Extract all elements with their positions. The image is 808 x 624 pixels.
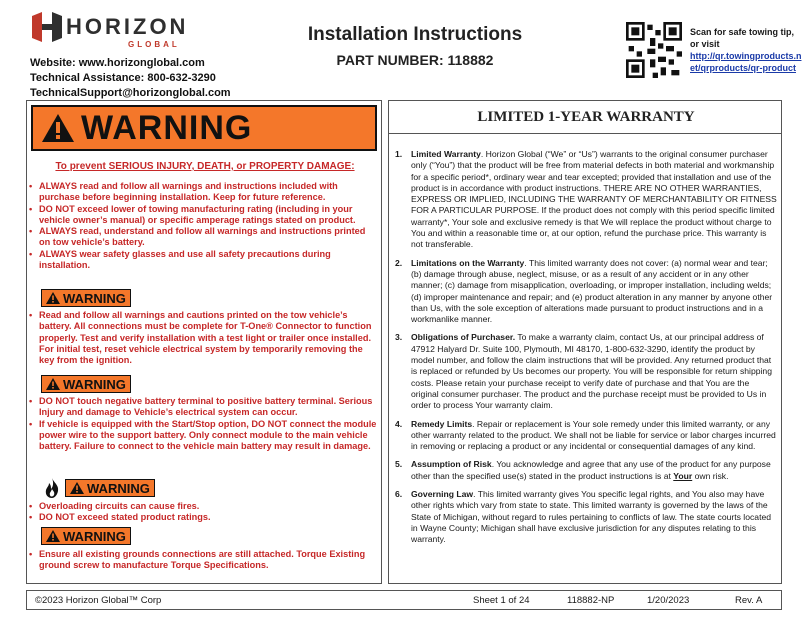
section-number: 4. xyxy=(395,418,403,429)
footer-doc-id: 118882-NP xyxy=(567,595,615,606)
warranty-divider xyxy=(389,133,781,134)
title-block xyxy=(270,24,560,68)
warranty-sections xyxy=(391,149,779,553)
warning-list-1 xyxy=(27,181,383,271)
qr-link[interactable]: http://qr.towingproducts.net/qrproducts/qr-product xyxy=(690,51,802,73)
qr-code-icon[interactable] xyxy=(626,22,682,78)
brand-sub: GLOBAL xyxy=(128,40,180,49)
section-number: 6. xyxy=(395,489,403,500)
warning-badge xyxy=(41,375,131,393)
warning-item: • DO NOT exceed stated product ratings. xyxy=(27,512,383,523)
section-tail: own risk. xyxy=(692,470,729,481)
section-heading: Limited Warranty xyxy=(411,149,481,159)
warning-banner-text: WARNING xyxy=(81,108,253,147)
warranty-title: LIMITED 1-YEAR WARRANTY xyxy=(477,109,695,125)
part-number: PART NUMBER: 118882 xyxy=(336,52,494,68)
website: Website: www.horizonglobal.com xyxy=(30,57,205,69)
warning-item: • ALWAYS wear safety glasses and use all safety precautions during installation. xyxy=(27,249,383,272)
qr-caption: Scan for safe towing tip, or visit xyxy=(690,27,795,49)
section-number: 5. xyxy=(395,459,403,470)
horizon-logo-icon xyxy=(30,12,64,42)
warning-banner xyxy=(31,105,377,151)
page-footer xyxy=(26,590,782,610)
prevent-heading: To prevent SERIOUS INJURY, DEATH, or PROPERTY DAMAGE: xyxy=(55,161,355,172)
footer-rev: Rev. A xyxy=(735,595,763,606)
warning-list-4 xyxy=(27,501,383,524)
section-heading: Limitations on the Warranty xyxy=(411,257,525,268)
tech-email: TechnicalSupport@horizonglobal.com xyxy=(30,87,231,99)
warning-item: • If vehicle is equipped with the Start/Stop option, DO NOT connect the module power wire to the support battery. Only connect module to the main vehicle battery. Failure to connect to the vehicle main battery may result in damage. xyxy=(27,419,383,453)
section-body: . You acknowledge and agree that any use of the product for any purpose other than the specified use(s) stated in the product instructions is at xyxy=(411,459,771,481)
section-body: . Repair or replacement is Your sole remedy under this limited warranty, or any other warranty related to the product. We shall not be liable for service or labor charges incurred in removing or replacing a product or any incidental or consequential damages of any kind. xyxy=(411,418,776,452)
warranty-section-3 xyxy=(391,332,779,411)
warning-item: • DO NOT touch negative battery terminal to positive battery terminal. Serious Injury and damage to Vehicle’s electrical system can occur. xyxy=(27,396,383,419)
warranty-section-2 xyxy=(391,258,779,326)
warning-list-5 xyxy=(27,549,383,572)
warranty-section-6 xyxy=(391,489,779,545)
horizon-logo xyxy=(30,12,200,52)
warning-badge-text: WARNING xyxy=(63,376,126,392)
section-body: To make a warranty claim, contact Us, at our principal address of 47912 Halyard Dr. Suite 100, Plymouth, MI 48170, 1-800-632-3290, identify the product by model number, and follow the claim instructions that will be provided. Any returned product that is replaced or refunded by Us becomes our property. You will be responsible for return shipping costs. Please retain your purchase receipt to verify date of purchase and that You are the original consumer purchaser. The product and the purchase receipt must be provided to Us in order to process Your warranty claim. xyxy=(411,332,772,411)
warnings-panel xyxy=(26,100,382,584)
section-heading: Obligations of Purchaser. xyxy=(411,332,516,343)
warning-item: • Overloading circuits can cause fires. xyxy=(27,501,383,512)
warning-item: • DO NOT exceed lower of towing manufacturing rating (including in your vehicle owner’s manual) or specific amperage ratings stated on product. xyxy=(27,204,383,227)
contact-info xyxy=(30,56,231,101)
section-heading: Governing Law xyxy=(411,489,474,500)
warning-list-2 xyxy=(27,310,383,366)
warning-badge xyxy=(41,289,131,307)
warning-badge-text: WARNING xyxy=(63,290,126,306)
warranty-section-1 xyxy=(391,149,779,251)
section-number: 1. xyxy=(395,149,403,159)
qr-caption-block xyxy=(690,26,802,74)
warranty-section-4 xyxy=(391,419,779,453)
section-heading: Assumption of Risk xyxy=(411,459,492,470)
warranty-panel xyxy=(388,100,782,584)
section-heading: Remedy Limits xyxy=(411,418,473,429)
warning-list-3 xyxy=(27,396,383,452)
warning-triangle-icon xyxy=(41,113,75,143)
warning-badge xyxy=(65,479,155,497)
warning-item: • ALWAYS read and follow all warnings and instructions included with purchase before beginning installation. Keep for future reference. xyxy=(27,181,383,204)
warning-triangle-icon xyxy=(46,378,60,390)
section-number: 3. xyxy=(395,332,403,343)
warranty-section-5 xyxy=(391,459,779,482)
warning-item: • Ensure all existing grounds connections are still attached. Torque Existing ground screw to manufacture Torque Specifications. xyxy=(27,549,383,572)
section-body: . Horizon Global (“We” or “Us”) warrants to the original consumer purchaser only (“You”) that the product will be free from material defects in both material and workmanship for a specific period*, ordinary wear and tear excepted; provided that installation and use of the product is in accordance with product instructions. THERE ARE NO OTHER WARRANTIES, EXPRESS OR IMPLIED, INCLUDING THE WARRANTY OF MERCHANTABILITY OR FITNESS FOR A PARTICULAR PURPOSE. If the product does not comply with this period specific limited warranty*, Your sole and exclusive remedy is that We will replace the product without charge to You and within a reasonable time or, at our option, refund the purchase price. This warranty is not transferable. xyxy=(411,149,777,250)
warning-item: • ALWAYS read, understand and follow all warnings and instructions printed on tow vehicle’s battery. xyxy=(27,226,383,249)
footer-copyright: ©2023 Horizon Global™ Corp xyxy=(35,595,162,606)
warning-item: • Read and follow all warnings and cautions printed on the tow vehicle’s battery. All connections must be complete for T-One® Connector to function properly. Test and verify installation with a test light or trailer once installed. For initial test, reset vehicle electrical system by temporarily removing the key from the ignition. xyxy=(27,310,383,366)
warning-badge-text: WARNING xyxy=(63,528,126,544)
section-body: . This limited warranty does not cover: (a) normal wear and tear; (b) damage through abuse, neglect, misuse, or as a result of any accident or in any other manner; (c) damage from misapplication, overloading, or improper installation, including welds; (d) improper maintenance and repair; and (e) product alteration in any manner by anyone other than Us, with the sole exception of alterations made pursuant to product instructions and in a workmanlike manner. xyxy=(411,257,773,325)
warning-triangle-icon xyxy=(46,292,60,304)
warning-triangle-icon xyxy=(46,530,60,542)
brand-name: HORIZON xyxy=(66,14,189,39)
section-number: 2. xyxy=(395,257,403,268)
warning-badge-text: WARNING xyxy=(87,480,150,496)
footer-sheet: Sheet 1 of 24 xyxy=(473,595,530,606)
doc-title: Installation Instructions xyxy=(307,24,523,45)
fire-icon xyxy=(43,477,61,499)
section-emphasis: Your xyxy=(673,470,693,481)
warning-badge xyxy=(41,527,131,545)
footer-date: 1/20/2023 xyxy=(647,595,690,606)
section-body: . This limited warranty gives You specific legal rights, and You also may have other rights which vary from state to state. This limited warranty is governed by the laws of the State of Michigan, without regard to rules pertaining to conflicts of law. The state courts located in Wayne County; Michigan shall have exclusive jurisdiction for any disputes relating to this warranty. xyxy=(411,489,772,545)
warning-triangle-icon xyxy=(70,482,84,494)
tech-assistance: Technical Assistance: 800-632-3290 xyxy=(30,72,216,84)
